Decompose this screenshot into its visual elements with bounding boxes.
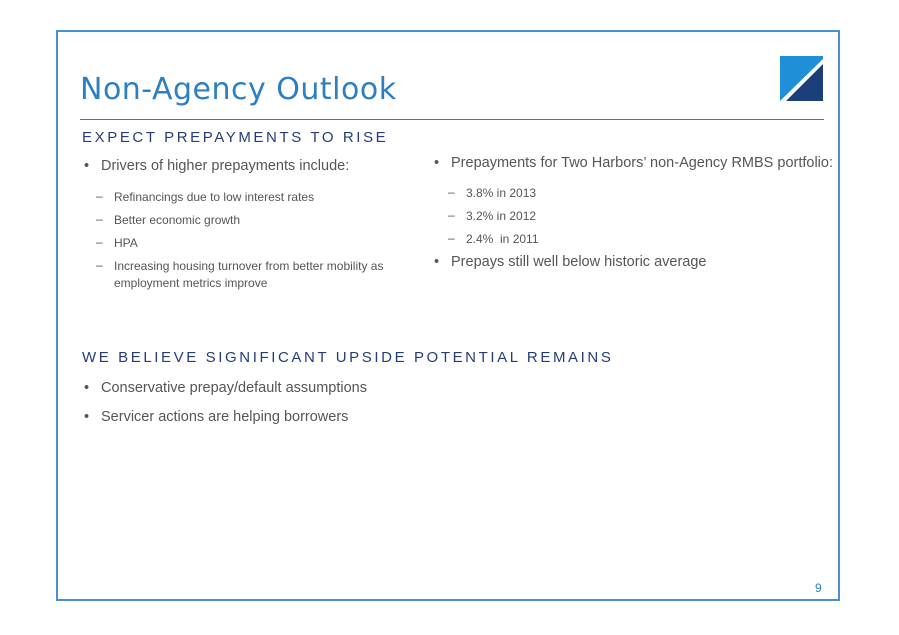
bullet-text: Drivers of higher prepayments include:: [101, 158, 350, 174]
bullet-icon: •: [434, 254, 440, 270]
page-number: 9: [815, 581, 822, 595]
bullet-text: Prepays still well below historic average: [451, 254, 707, 270]
dash-icon: –: [448, 208, 455, 222]
bullet-icon: •: [84, 409, 90, 425]
bullet-text: Conservative prepay/default assumptions: [101, 380, 367, 396]
subitem-text: 3.2% in 2012: [466, 209, 537, 223]
bullet-icon: •: [84, 380, 90, 396]
two-harbors-logo: [780, 56, 823, 101]
slide-frame: [56, 30, 840, 601]
subitem-text: 3.8% in 2013: [466, 186, 537, 200]
bullet-text: Prepayments for Two Harbors’ non-Agency RMBS portfolio:: [451, 155, 833, 171]
subitem-text: Refinancings due to low interest rates: [114, 190, 315, 204]
subitem-text: Better economic growth: [114, 213, 241, 227]
dash-icon: –: [96, 189, 103, 203]
title-divider: [80, 119, 824, 120]
dash-icon: –: [448, 231, 455, 245]
dash-icon: –: [96, 235, 103, 249]
section-heading-upside: WE BELIEVE SIGNIFICANT UPSIDE POTENTIAL REMAINS: [82, 349, 614, 366]
bullet-icon: •: [434, 155, 440, 171]
subitem-text: Increasing housing turnover from better mobility as employment metrics improve: [114, 259, 384, 290]
dash-icon: –: [96, 258, 103, 272]
dash-icon: –: [96, 212, 103, 226]
slide-title: Non-Agency Outlook: [80, 72, 397, 107]
subitem-text: 2.4% in 2011: [466, 232, 539, 246]
bullet-icon: •: [84, 158, 90, 174]
section-heading-prepayments: EXPECT PREPAYMENTS TO RISE: [82, 129, 389, 146]
dash-icon: –: [448, 185, 455, 199]
subitem-text: HPA: [114, 236, 138, 250]
bullet-text: Servicer actions are helping borrowers: [101, 409, 349, 425]
